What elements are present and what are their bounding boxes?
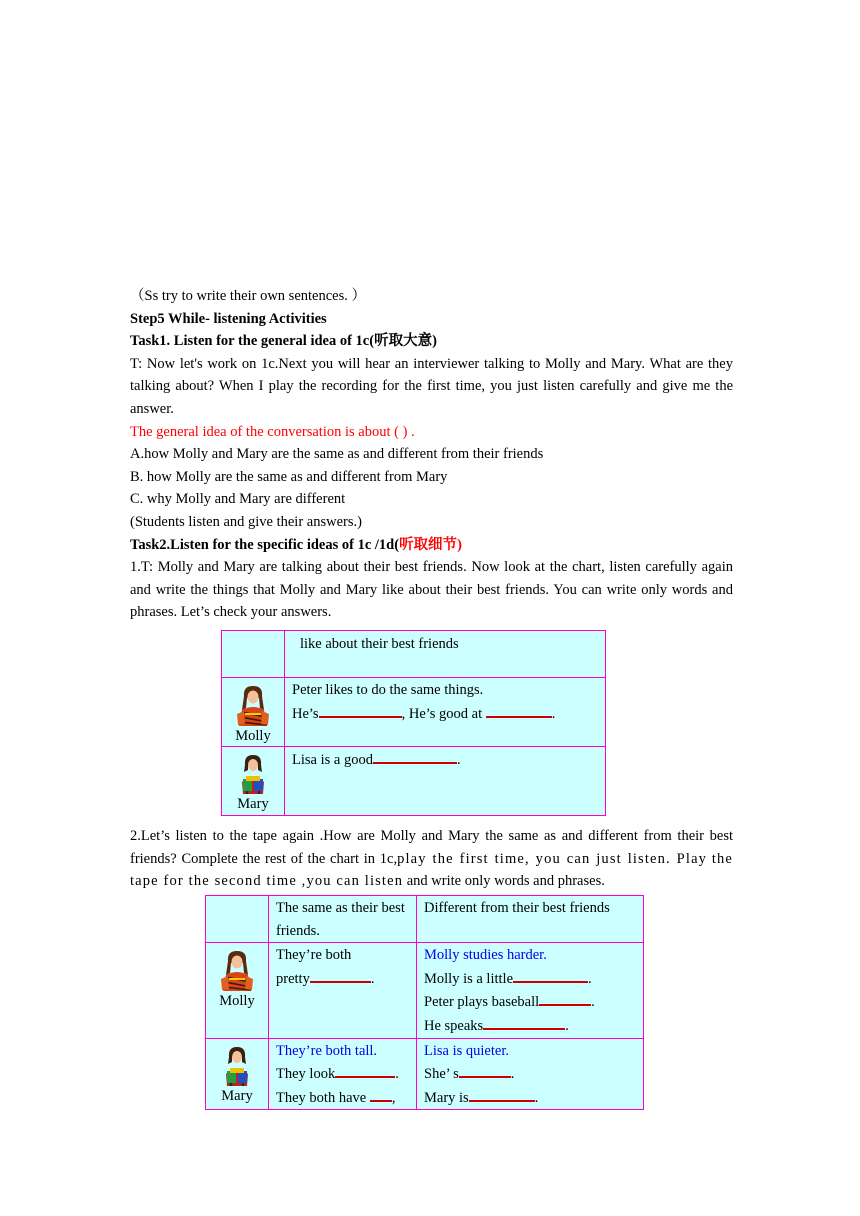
- mary-girl-icon: [233, 752, 273, 794]
- worksheet-content: [130, 285, 733, 624]
- same-different-header-row: [206, 896, 644, 943]
- mary-name: Mary: [237, 796, 269, 812]
- period: .: [565, 1017, 569, 1034]
- answer-blank[interactable]: [483, 1014, 565, 1030]
- molly-same-end: .: [370, 970, 375, 987]
- mary-like-text-end: .: [456, 752, 461, 768]
- mary-same-text-3: They both have: [276, 1089, 370, 1106]
- molly-picture-cell: [206, 943, 269, 1038]
- molly-like-line-1: Peter likes to do the same things.: [292, 682, 484, 698]
- option-b: B. how Molly are the same as and different from Mary: [130, 468, 448, 485]
- molly-diff-line-3: [424, 990, 643, 1014]
- para2-text-c: the tape for the second time ,you can listen: [130, 850, 733, 890]
- molly-diff-text-3: Peter plays baseball: [424, 994, 540, 1011]
- molly-same-text: pretty: [276, 970, 310, 987]
- answer-blank[interactable]: [539, 990, 591, 1006]
- mary-girl-icon: [217, 1044, 257, 1086]
- molly-diff-text-2: Molly is a little: [424, 970, 514, 987]
- answer-blank[interactable]: [469, 1086, 535, 1102]
- like-chart-header-cell: [285, 631, 606, 678]
- period: .: [510, 1066, 515, 1083]
- task1-question: The general idea of the conversation is about ( ) .: [130, 423, 415, 440]
- task2-title-text: Task2.Listen for the specific ideas of 1c /1d(: [130, 536, 400, 553]
- para2-text-d: and write only words and phrases.: [403, 873, 605, 890]
- mary-diff-line-3: [424, 1086, 643, 1110]
- mary-like-text-a: Lisa is a good: [292, 752, 373, 768]
- molly-different-cell: [417, 943, 644, 1038]
- molly-like-text-end: .: [551, 705, 556, 722]
- answer-blank[interactable]: [459, 1062, 511, 1078]
- different-header: Different from their best friends: [424, 900, 610, 916]
- task2-title-cn: 听取细节: [399, 536, 458, 553]
- para2-text-b: play the first time, you can just listen. Play: [397, 850, 708, 867]
- like-chart-header: like about their best friends: [300, 636, 459, 652]
- empty-header-cell: [222, 631, 285, 678]
- answer-blank[interactable]: [513, 967, 588, 983]
- mary-diff-line-2: [424, 1062, 643, 1086]
- task2-title: [130, 534, 733, 557]
- molly-like-line-2: [292, 702, 605, 726]
- empty-header-cell: [206, 896, 269, 943]
- answer-blank[interactable]: [335, 1062, 395, 1078]
- task2-paragraph-2: [130, 825, 733, 893]
- molly-like-text-b: , He’s good at: [401, 705, 486, 722]
- molly-diff-line-1: Molly studies harder.: [424, 947, 547, 964]
- molly-girl-icon: [233, 684, 273, 726]
- mary-picture-cell: [206, 1038, 269, 1110]
- mary-diff-line-1: Lisa is quieter.: [424, 1042, 509, 1059]
- same-different-chart-table: [205, 895, 644, 1110]
- molly-like-text-a: He’s: [292, 705, 319, 722]
- answer-blank[interactable]: [370, 1086, 392, 1102]
- period: .: [591, 994, 595, 1011]
- task2-paragraph-2-block: [130, 825, 733, 893]
- molly-like-cell: [285, 678, 606, 747]
- answer-blank[interactable]: [373, 748, 457, 764]
- mary-same-end: ,: [391, 1089, 396, 1106]
- molly-picture-cell: [222, 678, 285, 747]
- task1-teacher-text: T: Now let's work on 1c.Next you will hear an interviewer talking to Molly and Mary. What are they talking about? When I play the recording for the first time, you just listen carefully and give me the answer.: [130, 355, 733, 417]
- molly-name: Molly: [219, 993, 255, 1010]
- molly-diff-text-4: He speaks: [424, 1017, 484, 1034]
- mary-same-cell: [269, 1038, 417, 1110]
- molly-same-cell: [269, 943, 417, 1038]
- option-a: A.how Molly and Mary are the same as and different from their friends: [130, 446, 544, 463]
- task1-title-text: Task1. Listen for the general idea of 1c(: [130, 333, 375, 350]
- like-chart-table: [221, 630, 606, 816]
- task2-paragraph-1: 1.T: Molly and Mary are talking about their best friends. Now look at the chart, listen carefully again and write the things that Molly and Mary like about their best friends. You can write only words and phrases. Let’s check your answers.: [130, 559, 733, 621]
- mary-like-line-1: [285, 747, 605, 772]
- task2-title-end: ): [457, 536, 462, 553]
- step5-title: Step5 While- listening Activities: [130, 310, 327, 327]
- molly-same-line-1: They’re both: [276, 947, 352, 964]
- answer-blank[interactable]: [486, 702, 552, 718]
- mary-diff-text-2: She’ s: [424, 1066, 459, 1083]
- mary-like-cell: [285, 747, 606, 816]
- same-different-molly-row: [206, 943, 644, 1038]
- mary-different-cell: [417, 1038, 644, 1110]
- same-different-mary-row: [206, 1038, 644, 1110]
- mary-same-line-1: They’re both tall.: [276, 1042, 378, 1059]
- different-header-cell: [417, 896, 644, 943]
- molly-name: Molly: [235, 728, 271, 744]
- molly-girl-icon: [217, 949, 257, 991]
- mary-name: Mary: [221, 1087, 253, 1104]
- period: .: [588, 970, 592, 987]
- answer-blank[interactable]: [319, 702, 402, 718]
- like-chart-molly-row: [222, 678, 606, 747]
- molly-diff-line-2: [424, 967, 643, 991]
- like-chart-header-row: [222, 631, 606, 678]
- task1-title-end: ): [432, 333, 437, 350]
- task1-note: (Students listen and give their answers.): [130, 513, 362, 530]
- answer-blank[interactable]: [310, 967, 371, 983]
- molly-same-line-2: [276, 967, 416, 991]
- mary-picture-cell: [222, 747, 285, 816]
- mary-same-text-2: They look: [276, 1066, 336, 1083]
- mary-same-line-3: [276, 1086, 416, 1110]
- option-c: C. why Molly and Mary are different: [130, 491, 346, 508]
- para2-text-a: 2.Let’s listen to the tape again .How are Molly and Mary the same as and different from their best friends? Complete the rest of the chart in 1c,: [130, 828, 733, 867]
- intro-note: （Ss try to write their own sentences. ）: [130, 288, 366, 304]
- task1-title: [130, 330, 733, 353]
- period: .: [534, 1089, 539, 1106]
- same-header-cell: [269, 896, 417, 943]
- like-chart-mary-row: [222, 747, 606, 816]
- molly-diff-line-4: [424, 1014, 643, 1038]
- mary-same-line-2: [276, 1062, 416, 1086]
- period: .: [395, 1066, 399, 1083]
- task1-title-cn: 听取大意: [374, 333, 433, 350]
- same-header: The same as their best friends.: [276, 900, 405, 939]
- mary-diff-text-3: Mary is: [424, 1089, 469, 1106]
